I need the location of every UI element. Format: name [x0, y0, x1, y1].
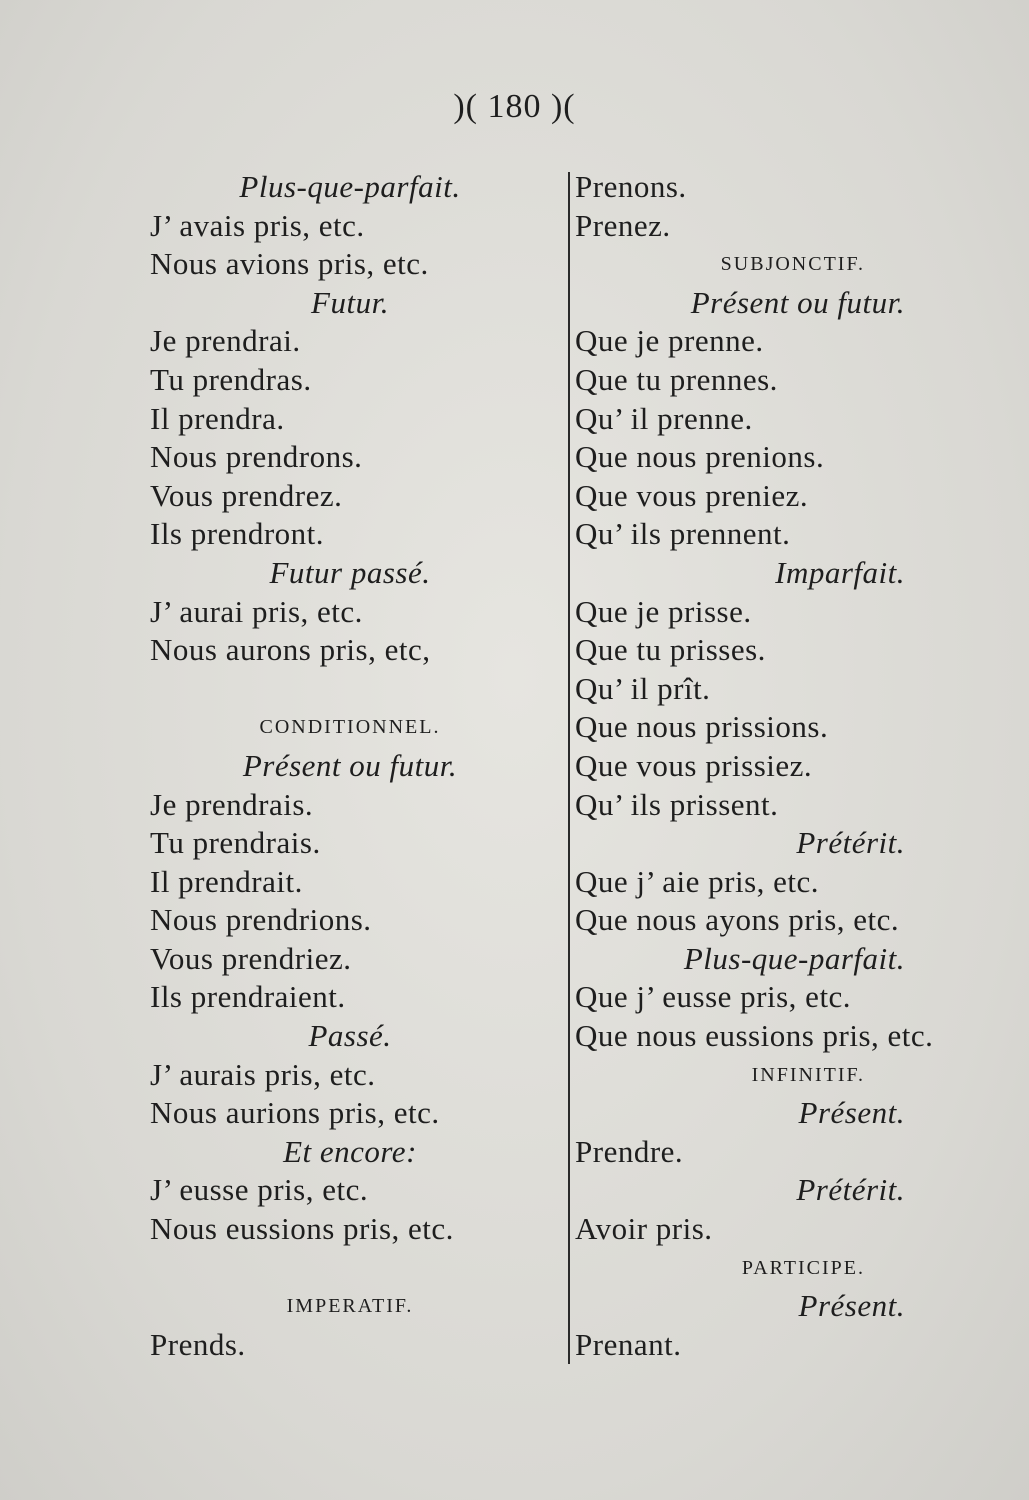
conjugation-line: Prendre. [575, 1133, 684, 1169]
tense-heading: Passé. [308, 1018, 392, 1054]
conjugation-line: Nous avions pris, etc. [150, 246, 429, 282]
tense-heading: Plus-que-parfait. [683, 940, 905, 976]
conjugation-line: Tu prendras. [150, 361, 312, 397]
tense-heading: Présent. [798, 1288, 905, 1324]
conjugation-line: J’ avais pris, etc. [150, 207, 365, 243]
conjugation-line: Qu’ il prît. [575, 670, 711, 706]
tense-heading: Présent. [798, 1095, 905, 1131]
tense-heading: Prétérit. [796, 825, 905, 861]
conjugation-line: Que tu prennes. [575, 361, 778, 397]
conjugation-line: Il prendra. [150, 400, 285, 436]
tense-heading: Prétérit. [796, 1172, 905, 1208]
conjugation-line: Que nous eussions pris, etc. [575, 1018, 934, 1054]
conjugation-line: Nous aurons pris, etc, [150, 632, 431, 668]
conjugation-line: Vous prendriez. [150, 940, 352, 976]
conjugation-line: Ils prendraient. [150, 979, 346, 1015]
conjugation-line: Avoir pris. [575, 1211, 713, 1247]
conjugation-line: Je prendrais. [150, 786, 314, 822]
column-divider [568, 172, 570, 1364]
conjugation-line: J’ aurai pris, etc. [150, 593, 363, 629]
conjugation-line: Prenez. [575, 207, 671, 243]
mood-heading: SUBJONCTIF. [720, 253, 865, 276]
conjugation-line: Je prendrai. [150, 323, 301, 359]
tense-heading: Présent ou futur. [242, 747, 458, 783]
conjugation-line: Vous prendrez. [150, 477, 343, 513]
conjugation-line: Tu prendrais. [150, 825, 321, 861]
conjugation-line: Que j’ eusse pris, etc. [575, 979, 852, 1015]
conjugation-line: Nous prendrons. [150, 439, 363, 475]
tense-heading: Et encore: [283, 1133, 417, 1169]
conjugation-line: Nous aurions pris, etc. [150, 1095, 440, 1131]
conjugation-line: Qu’ ils prissent. [575, 786, 779, 822]
conjugation-line: J’ eusse pris, etc. [150, 1172, 369, 1208]
mood-heading: INFINITIF. [751, 1063, 865, 1086]
blank-line [150, 1249, 550, 1288]
conjugation-line: Que nous prissions. [575, 709, 829, 745]
conjugation-line: Que vous preniez. [575, 477, 809, 513]
conjugation-line: Nous prendrions. [150, 902, 372, 938]
conjugation-line: Que j’ aie pris, etc. [575, 863, 820, 899]
mood-heading: PARTICIPE. [741, 1256, 865, 1279]
conjugation-line: Que je prenne. [575, 323, 764, 359]
conjugation-line: Que nous prenions. [575, 439, 825, 475]
right-column [575, 168, 1015, 1364]
conjugation-line: Ils prendront. [150, 516, 325, 552]
mood-heading: CONDITIONNEL. [259, 716, 441, 739]
conjugation-line: Prenant. [575, 1326, 682, 1362]
tense-heading: Imparfait. [775, 554, 905, 590]
conjugation-line: Que vous prissiez. [575, 747, 813, 783]
tense-heading: Futur passé. [269, 554, 431, 590]
conjugation-line: Que nous ayons pris, etc. [575, 902, 900, 938]
conjugation-line: Que je prisse. [575, 593, 752, 629]
conjugation-line: Qu’ il prenne. [575, 400, 753, 436]
tense-heading: Futur. [311, 284, 389, 320]
page-number: )( 180 )( [453, 88, 576, 125]
tense-heading: Plus-que-parfait. [239, 169, 461, 204]
conjugation-line: Prenons. [575, 169, 687, 204]
conjugation-line: Prends. [150, 1326, 246, 1362]
conjugation-line: Nous eussions pris, etc. [150, 1211, 454, 1247]
tense-heading: Présent ou futur. [690, 284, 905, 320]
mood-heading: IMPERATIF. [286, 1295, 414, 1318]
conjugation-line: Qu’ ils prennent. [575, 516, 791, 552]
conjugation-line: J’ aurais pris, etc. [150, 1056, 376, 1092]
blank-line [150, 670, 550, 709]
left-column [150, 168, 550, 1364]
conjugation-line: Que tu prisses. [575, 632, 766, 668]
conjugation-line: Il prendrait. [150, 863, 303, 899]
